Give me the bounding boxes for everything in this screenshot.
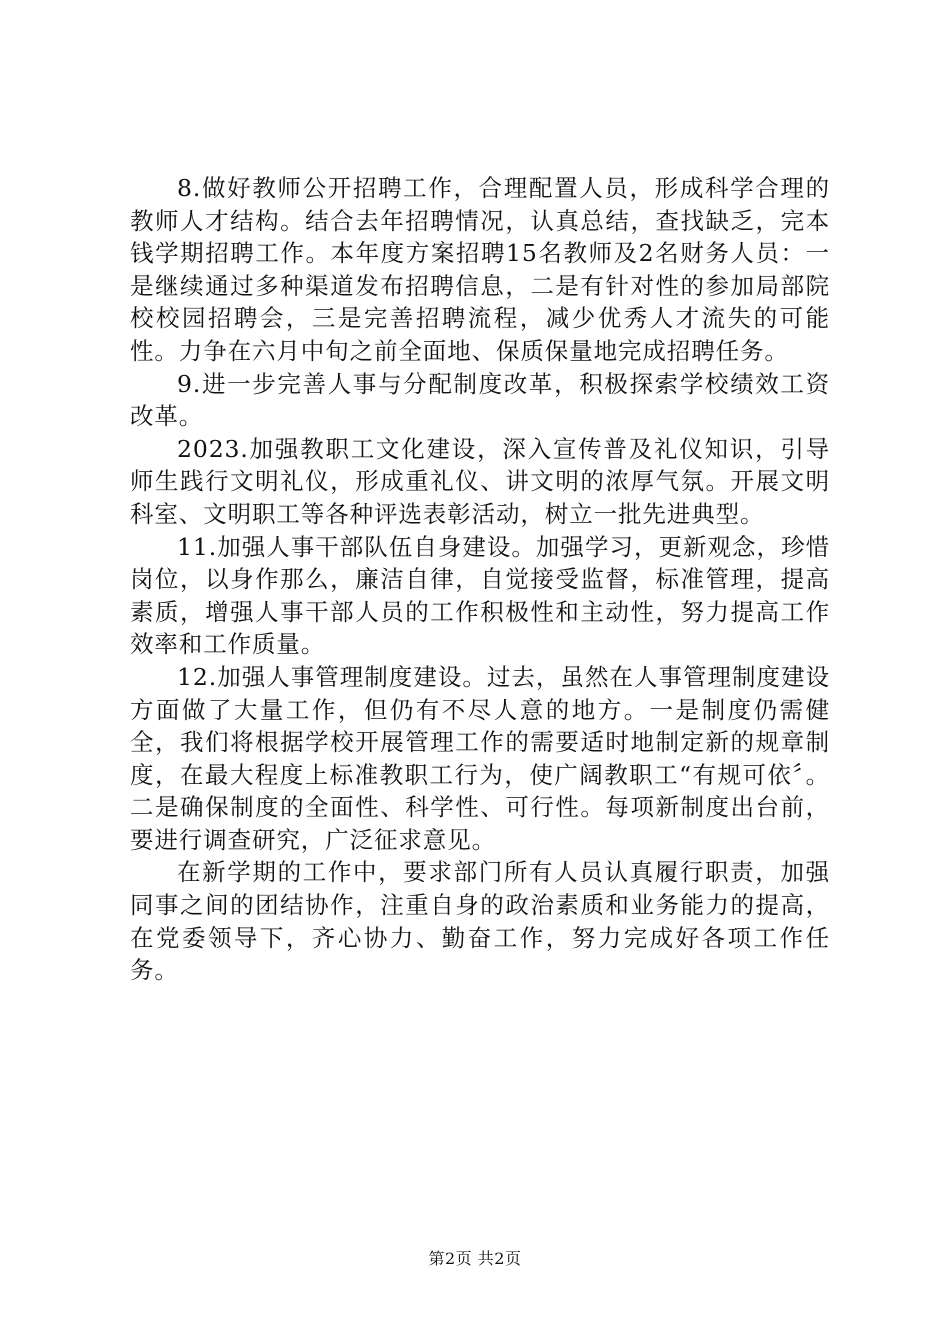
paragraph-item-8: 8.做好教师公开招聘工作，合理配置人员，形成科学合理的教师人才结构。结合去年招聘情况，认真总结，查找缺乏，完本钱学期招聘工作。本年度方案招聘15名教师及2名财务人员：一是继续通过多种渠道发布招聘信息，二是有针对性的参加局部院校校园招聘会，三是完善招聘流程，减少优秀人才流失的可能性。力争在六月中旬之前全面地、保质保量地完成招聘任务。 bbox=[130, 174, 830, 365]
closing-paragraph: 在新学期的工作中，要求部门所有人员认真履行职责，加强同事之间的团结协作，注重自身的政治素质和业务能力的提高，在党委领导下，齐心协力、勤奋工作，努力完成好各项工作任务。 bbox=[130, 858, 830, 985]
document-body bbox=[130, 172, 830, 987]
paragraph-item-10: 2023.加强教职工文化建设，深入宣传普及礼仪知识，引导师生践行文明礼仪，形成重礼仪、讲文明的浓厚气氛。开展文明科室、文明职工等各种评选表彰活动，树立一批先进典型。 bbox=[130, 434, 830, 528]
paragraph-item-12: 12.加强人事管理制度建设。过去，虽然在人事管理制度建设方面做了大量工作，但仍有不尽人意的地方。一是制度仍需健全，我们将根据学校开展管理工作的需要适时地制定新的规章制度，在最大程度上标准教职工行为，使广阔教职工“有规可依〞。二是确保制度的全面性、科学性、可行性。每项新制度出台前，要进行调查研究，广泛征求意见。 bbox=[130, 662, 830, 854]
paragraph-item-11: 11.加强人事干部队伍自身建设。加强学习，更新观念，珍惜岗位，以身作那么，廉洁自律，自觉接受监督，标准管理，提高素质，增强人事干部人员的工作积极性和主动性，努力提高工作效率和工作质量。 bbox=[130, 532, 830, 659]
page-number-footer: 第2页 共2页 bbox=[428, 1249, 522, 1268]
paragraph-item-9: 9.进一步完善人事与分配制度改革，积极探索学校绩效工资改革。 bbox=[130, 369, 830, 431]
